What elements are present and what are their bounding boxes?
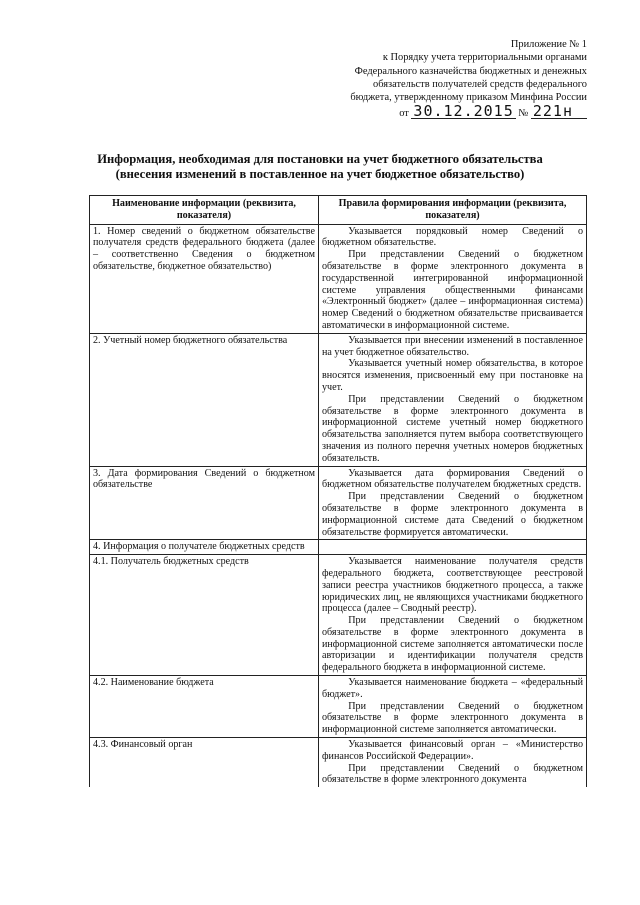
table-header-row — [90, 196, 587, 225]
rule-paragraph: При представлении Сведений о бюджетном обязательстве в форме электронного документа в информационной системе заполняется автоматически. — [322, 700, 583, 736]
document-title — [60, 152, 580, 182]
table-row — [90, 555, 587, 676]
appendix-block — [287, 38, 587, 121]
rule-paragraph: Указывается финансовый орган – «Министерство финансов Российской Федерации». — [322, 739, 583, 762]
row-rules — [319, 738, 587, 788]
table-row — [90, 466, 587, 540]
rule-paragraph: При представлении Сведений о бюджетном обязательстве в форме электронного документа в государственной интегрированной информационной системе управления общественными финансами «Электронный бюджет» (далее – информационная система) номер Сведений о бюджетном обязательстве присваивается автоматически в информационной системе. — [322, 249, 583, 331]
rule-paragraph: При представлении Сведений о бюджетном обязательстве в форме электронного документа в информационной системе заполняется автоматически после авторизации и идентификации получателя средств федерального бюджета в информационной системе. — [322, 615, 583, 674]
info-table — [89, 195, 587, 787]
row-name: 1. Номер сведений о бюджетном обязательстве получателя средств федерального бюджета (далее – соответственно Сведения о бюджетном обязательстве, бюджетное обязательство) — [90, 224, 319, 333]
row-rules — [319, 540, 587, 555]
rule-paragraph: Указывается наименование получателя средств федерального бюджета, соответствующее реестровой записи реестра участников бюджетного процесса, а также юридических лиц, не являющихся участниками бюджетного процесса (далее – Сводный реестр). — [322, 556, 583, 615]
appendix-line-4: обязательств получателей средств федерального — [373, 78, 587, 90]
rule-paragraph: Указывается порядковый номер Сведений о бюджетном обязательстве. — [322, 225, 583, 249]
header-rules: Правила формирования информации (реквизита, показателя) — [319, 196, 587, 225]
from-label: от — [399, 108, 409, 120]
handwritten-date: 30.12.2015 — [413, 102, 514, 121]
rule-paragraph: При представлении Сведений о бюджетном обязательстве в форме электронного документа в информационной системе учетный номер бюджетного обязательства заполняется путем выбора соответствующего значения из полного перечня учетных номеров бюджетных обязательств. — [322, 393, 583, 464]
rule-paragraph: Указывается наименование бюджета – «федеральный бюджет». — [322, 677, 583, 700]
row-name: 4.2. Наименование бюджета — [90, 676, 319, 738]
rule-paragraph: Указывается дата формирования Сведений о бюджетном обязательстве получателем бюджетных средств. — [322, 467, 583, 491]
number-label: № — [518, 108, 529, 120]
table-row — [90, 738, 587, 788]
table-row — [90, 540, 587, 555]
appendix-line-2: к Порядку учета территориальными органами — [382, 52, 587, 64]
row-rules — [319, 224, 587, 333]
rule-paragraph: Указывается при внесении изменений в поставленное на учет бюджетное обязательство. — [322, 334, 583, 358]
title-line-1: Информация, необходимая для постановки на учет бюджетного обязательства — [97, 152, 543, 166]
row-name: 4.3. Финансовый орган — [90, 738, 319, 788]
rule-paragraph: Указывается учетный номер обязательства, в которое вносятся изменения, присвоенный ему при постановке на учет. — [322, 358, 583, 393]
table-row — [90, 676, 587, 738]
appendix-line-3: Федерального казначейства бюджетных и денежных — [354, 65, 587, 77]
row-name: 4.1. Получатель бюджетных средств — [90, 555, 319, 676]
handwritten-number: 221н — [531, 104, 587, 119]
row-rules — [319, 676, 587, 738]
row-rules — [319, 333, 587, 466]
row-rules — [319, 466, 587, 540]
row-rules — [319, 555, 587, 676]
rule-paragraph: При представлении Сведений о бюджетном обязательстве в форме электронного документа — [322, 762, 583, 786]
approval-line — [287, 104, 587, 120]
row-name: 3. Дата формирования Сведений о бюджетном обязательстве — [90, 466, 319, 540]
appendix-line-5: бюджета, утвержденному приказом Минфина России — [350, 92, 587, 104]
table-row — [90, 224, 587, 333]
appendix-number: Приложение № 1 — [510, 39, 587, 50]
title-line-2: (внесения изменений в поставленное на учет бюджетное обязательство) — [115, 167, 525, 181]
table-row — [90, 333, 587, 466]
row-name: 2. Учетный номер бюджетного обязательства — [90, 333, 319, 466]
header-name: Наименование информации (реквизита, показателя) — [90, 196, 319, 225]
row-name: 4. Информация о получателе бюджетных средств — [90, 540, 319, 555]
rule-paragraph: При представлении Сведений о бюджетном обязательстве в форме электронного документа в информационной системе дата Сведений о бюджетном обязательстве формируется автоматически. — [322, 491, 583, 538]
